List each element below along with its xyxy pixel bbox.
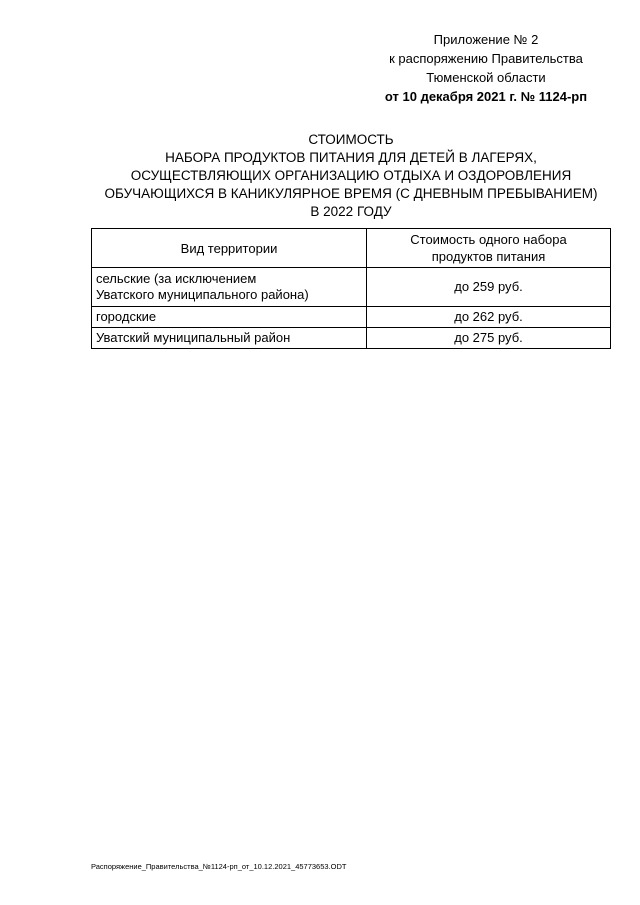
appendix-line-3: Тюменской области xyxy=(426,70,546,85)
appendix-date-number: от 10 декабря 2021 г. № 1124-рп xyxy=(384,89,588,104)
territory-cell xyxy=(92,268,367,307)
table-header-row xyxy=(92,229,611,268)
cost-cell: до 259 руб. xyxy=(367,268,611,307)
title-line-3: ОСУЩЕСТВЛЯЮЩИХ ОРГАНИЗАЦИЮ ОТДЫХА И ОЗДОРОВЛЕНИЯ xyxy=(130,168,572,183)
header-cost-line-2: продуктов питания xyxy=(431,249,546,264)
appendix-line-1: Приложение № 2 xyxy=(433,32,539,47)
territory-line-2: Уватского муниципального района) xyxy=(96,287,309,302)
table-row xyxy=(92,307,611,328)
cost-cell: до 262 руб. xyxy=(367,307,611,328)
cost-cell: до 275 руб. xyxy=(367,328,611,349)
appendix-block xyxy=(355,30,617,106)
appendix-line-2: к распоряжению Правительства xyxy=(389,51,583,66)
territory-cell: городские xyxy=(92,307,367,328)
cost-table xyxy=(91,228,611,349)
title-line-1: СТОИМОСТЬ xyxy=(308,132,394,147)
header-cost xyxy=(367,229,611,268)
territory-line-1: сельские (за исключением xyxy=(96,271,257,286)
title-line-5: В 2022 ГОДУ xyxy=(310,204,392,219)
title-line-2: НАБОРА ПРОДУКТОВ ПИТАНИЯ ДЛЯ ДЕТЕЙ В ЛАГЕРЯХ, xyxy=(165,150,537,165)
table-row xyxy=(92,328,611,349)
title-line-4: ОБУЧАЮЩИХСЯ В КАНИКУЛЯРНОЕ ВРЕМЯ (С ДНЕВНЫМ ПРЕБЫВАНИЕМ) xyxy=(104,186,598,201)
header-cost-line-1: Стоимость одного набора xyxy=(410,232,567,247)
header-territory: Вид территории xyxy=(92,229,367,268)
document-title xyxy=(60,131,640,221)
territory-cell: Уватский муниципальный район xyxy=(92,328,367,349)
footer-filename: Распоряжение_Правительства_№1124-рп_от_10.12.2021_45773653.ODT xyxy=(91,862,347,871)
table-row xyxy=(92,268,611,307)
